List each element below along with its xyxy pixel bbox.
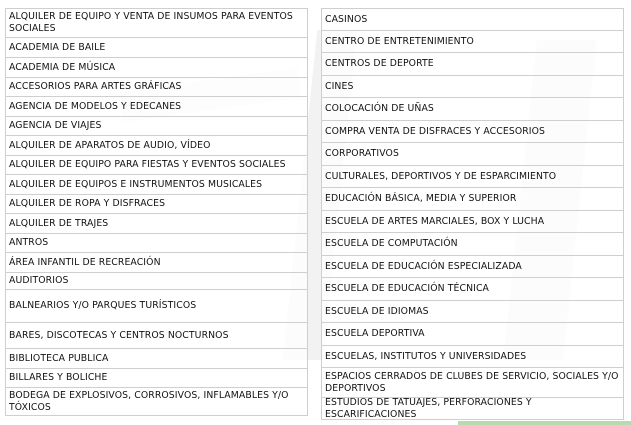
list-item: ESPACIOS CERRADOS DE CLUBES DE SERVICIO, SOCIALES Y/O DEPORTIVOS — [321, 368, 624, 398]
list-item: COLOCACIÓN DE UÑAS — [321, 98, 624, 121]
list-item: BILLARES Y BOLICHE — [5, 369, 308, 388]
list-item: ESCUELAS, INSTITUTOS Y UNIVERSIDADES — [321, 346, 624, 368]
list-item: ALQUILER DE TRAJES — [5, 214, 308, 234]
list-item: CORPORATIVOS — [321, 143, 624, 166]
list-item: EDUCACIÓN BÁSICA, MEDIA Y SUPERIOR — [321, 188, 624, 211]
list-item: BARES, DISCOTECAS Y CENTROS NOCTURNOS — [5, 323, 308, 349]
list-item: ACCESORIOS PARA ARTES GRÁFICAS — [5, 78, 308, 97]
list-item: ESCUELA DE EDUCACIÓN ESPECIALIZADA — [321, 256, 624, 278]
list-item: ALQUILER DE APARATOS DE AUDIO, VÍDEO — [5, 136, 308, 156]
accent-bar — [458, 421, 631, 425]
left-business-list — [5, 8, 308, 416]
list-item: CENTROS DE DEPORTE — [321, 53, 624, 76]
list-item: BIBLIOTECA PUBLICA — [5, 349, 308, 369]
list-item: ESCUELA DE EDUCACIÓN TÉCNICA — [321, 278, 624, 301]
list-item: CENTRO DE ENTRETENIMIENTO — [321, 31, 624, 53]
list-item: CINES — [321, 76, 624, 98]
list-item: AUDITORIOS — [5, 273, 308, 290]
list-item: ACADEMIA DE BAILE — [5, 38, 308, 58]
list-item: ESCUELA DEPORTIVA — [321, 323, 624, 346]
list-item: ESCUELA DE IDIOMAS — [321, 301, 624, 323]
list-item: ESCUELA DE ARTES MARCIALES, BOX Y LUCHA — [321, 211, 624, 233]
list-item: COMPRA VENTA DE DISFRACES Y ACCESORIOS — [321, 121, 624, 143]
list-item: AGENCIA DE VIAJES — [5, 117, 308, 136]
list-item: CASINOS — [321, 8, 624, 31]
list-item: BODEGA DE EXPLOSIVOS, CORROSIVOS, INFLAMABLES Y/O TÓXICOS — [5, 388, 308, 416]
list-item: ACADEMIA DE MÚSICA — [5, 58, 308, 78]
list-item: ANTROS — [5, 234, 308, 253]
list-item: ESCUELA DE COMPUTACIÓN — [321, 233, 624, 256]
right-business-list — [321, 8, 624, 420]
list-item: ALQUILER DE EQUIPOS E INSTRUMENTOS MUSICALES — [5, 175, 308, 195]
list-item: ALQUILER DE EQUIPO Y VENTA DE INSUMOS PARA EVENTOS SOCIALES — [5, 8, 308, 38]
list-item: CULTURALES, DEPORTIVOS Y DE ESPARCIMIENTO — [321, 166, 624, 188]
list-item: BALNEARIOS Y/O PARQUES TURÍSTICOS — [5, 290, 308, 323]
list-item: AGENCIA DE MODELOS Y EDECANES — [5, 97, 308, 117]
list-item: ALQUILER DE EQUIPO PARA FIESTAS Y EVENTOS SOCIALES — [5, 156, 308, 175]
list-item: ALQUILER DE ROPA Y DISFRACES — [5, 195, 308, 214]
list-item: ESTUDIOS DE TATUAJES, PERFORACIONES Y ESCARIFICACIONES — [321, 398, 624, 420]
list-item: ÁREA INFANTIL DE RECREACIÓN — [5, 253, 308, 273]
